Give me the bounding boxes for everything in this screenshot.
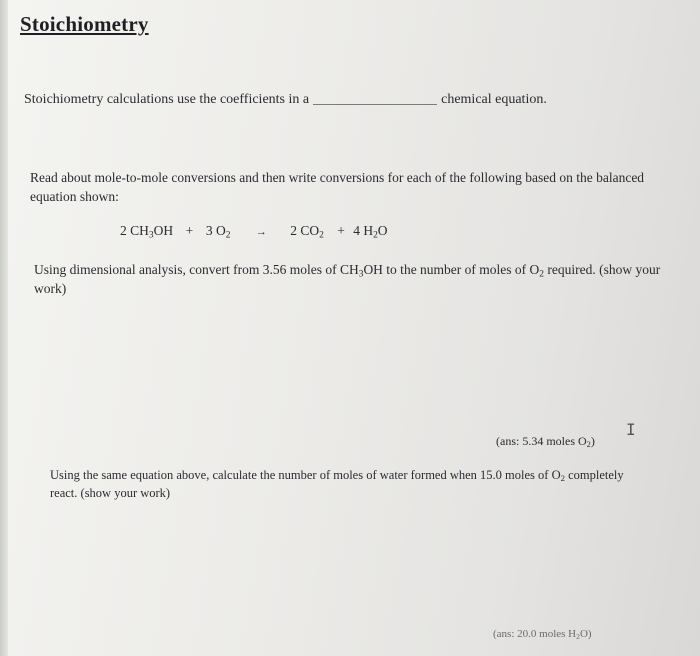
page-edge <box>0 0 8 656</box>
plus-sign: + <box>185 223 194 238</box>
reaction-arrow: → <box>255 226 267 238</box>
question-2: Using the same equation above, calculate the number of moles of water formed when 15.0 moles of $O_2$ completely react. (show your work) <box>50 468 624 500</box>
page-title: Stoichiometry <box>20 12 149 36</box>
instructions-paragraph: Read about mole-to-mole conversions and then write conversions for each of the following based on the balanced equation shown: <box>30 170 645 204</box>
answer-2: (ans: 20.0 moles $H_2O$) <box>493 628 592 641</box>
reactant-oxygen: 3 $O_2$ <box>205 223 231 241</box>
text-cursor-icon: I <box>626 420 636 439</box>
question-1: Using dimensional analysis, convert from 3.56 moles of $CH_3OH$ to the number of moles of $O_2$ required. (show your work) <box>34 262 661 296</box>
reactant-methanol: 2 $CH_3OH$ <box>120 223 174 241</box>
balanced-equation <box>120 223 388 239</box>
fill-in-question <box>24 92 547 108</box>
product-carbon-dioxide: 2 $CO_2$ <box>290 223 324 241</box>
answer-1: (ans: 5.34 moles $O_2$) <box>496 434 595 450</box>
answer-blank[interactable] <box>313 104 437 105</box>
fill-in-after-text: chemical equation. <box>441 92 547 107</box>
plus-sign: + <box>337 223 345 238</box>
product-water: 4 $H_2O$ <box>353 223 388 241</box>
fill-in-before-text: Stoichiometry calculations use the coefficients in a <box>24 92 310 107</box>
